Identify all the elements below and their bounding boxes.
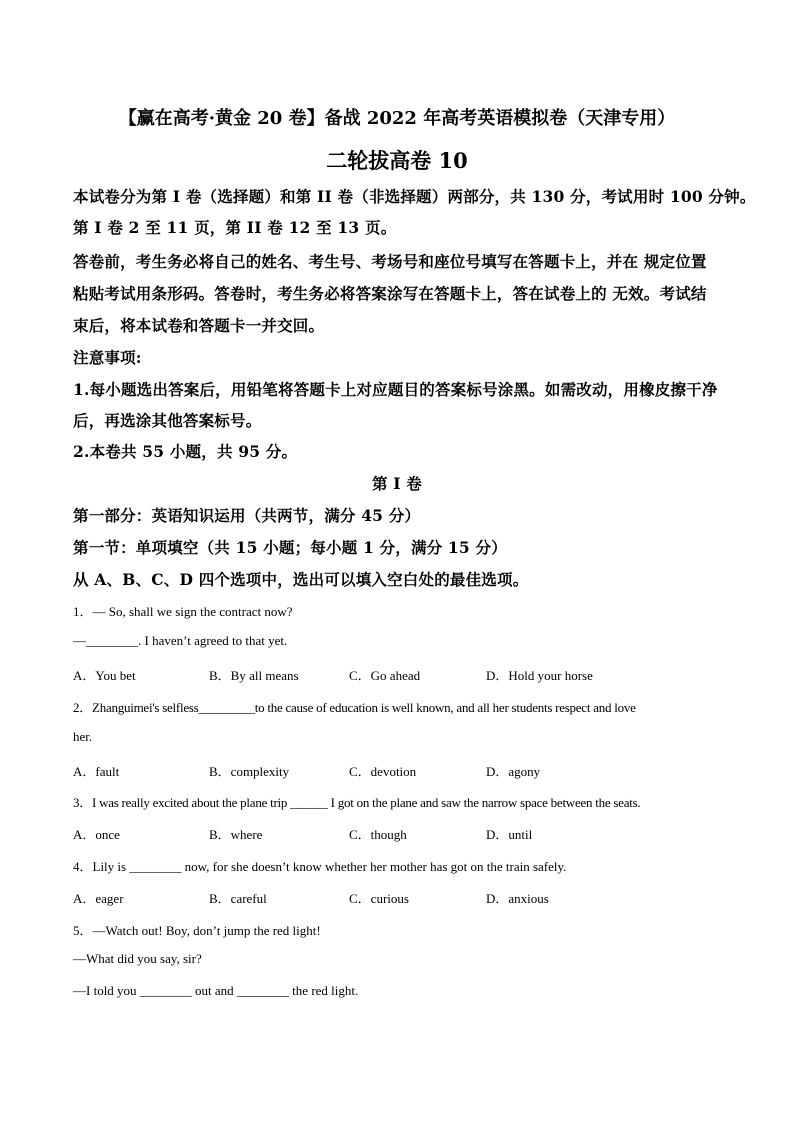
option-c: C．devotion: [349, 764, 417, 779]
intro-line-2: 第 I 卷 2 至 11 页，第 II 卷 12 至 13 页。: [73, 218, 397, 237]
subsection-heading: 第一节：单项填空（共 15 小题；每小题 1 分，满分 15 分）: [73, 538, 507, 557]
notes-heading: 注意事项:: [73, 348, 142, 367]
option-b: B．By all means: [209, 668, 299, 683]
intro-line-1: 本试卷分为第 I 卷（选择题）和第 II 卷（非选择题）两部分，共 130 分，考试用时 100 分钟。: [73, 187, 756, 206]
option-a: A．fault: [73, 764, 120, 779]
option-d: D．agony: [486, 764, 541, 779]
option-c: C．curious: [349, 891, 409, 906]
option-c: C．though: [349, 827, 407, 842]
question-5-answer: —I told you ________ out and ________ the red light.: [73, 983, 359, 998]
option-d: D．until: [486, 827, 533, 842]
option-b: B．complexity: [209, 764, 290, 779]
exam-title: 【赢在高考·黄金 20 卷】备战 2022 年高考英语模拟卷（天津专用）: [118, 108, 676, 129]
intro-line-3: 答卷前，考生务必将自己的姓名、考生号、考场号和座位号填写在答题卡上，并在 规定位置: [73, 252, 707, 271]
part-heading: 第一部分：英语知识运用（共两节，满分 45 分）: [73, 506, 421, 525]
instruction-text: 从 A、B、C、D 四个选项中，选出可以填入空白处的最佳选项。: [73, 570, 529, 589]
notes-item-1a: 1.每小题选出答案后，用铅笔将答题卡上对应题目的答案标号涂黑。如需改动，用橡皮擦干净: [73, 380, 718, 399]
question-3-stem: 3．I was really excited about the plane trip ______ I got on the plane and saw the narrow space between the seats.: [73, 795, 641, 810]
question-5-stem: 5．—Watch out! Boy, don’t jump the red light!: [73, 923, 321, 938]
option-a: A．You bet: [73, 668, 136, 683]
question-2-stem: 2．Zhanguimei's selfless_________to the cause of education is well known, and all her students respect and love: [73, 700, 636, 715]
option-b: B．where: [209, 827, 263, 842]
notes-item-1b: 后，再选涂其他答案标号。: [73, 411, 262, 430]
option-d: D．anxious: [486, 891, 549, 906]
question-1-stem: 1．— So, shall we sign the contract now?: [73, 604, 293, 619]
question-1-reply: —________. I haven’t agreed to that yet.: [73, 633, 288, 648]
question-5-reply: —What did you say, sir?: [73, 951, 202, 966]
option-a: A．eager: [73, 891, 124, 906]
volume-heading: 第 I 卷: [371, 474, 423, 493]
intro-line-4: 粘贴考试用条形码。答卷时，考生务必将答案涂写在答题卡上，答在试卷上的 无效。考试结: [73, 284, 707, 303]
option-c: C．Go ahead: [349, 668, 421, 683]
question-2-stem-cont: her.: [73, 729, 93, 744]
option-d: D．Hold your horse: [486, 668, 593, 683]
option-a: A．once: [73, 827, 120, 842]
intro-line-5: 束后，将本试卷和答题卡一并交回。: [73, 316, 325, 335]
notes-item-2: 2.本卷共 55 小题，共 95 分。: [73, 442, 298, 461]
exam-subtitle: 二轮拔高卷 10: [326, 148, 468, 173]
option-b: B．careful: [209, 891, 267, 906]
question-4-stem: 4．Lily is ________ now, for she doesn’t know whether her mother has got on the train safely.: [73, 859, 567, 874]
